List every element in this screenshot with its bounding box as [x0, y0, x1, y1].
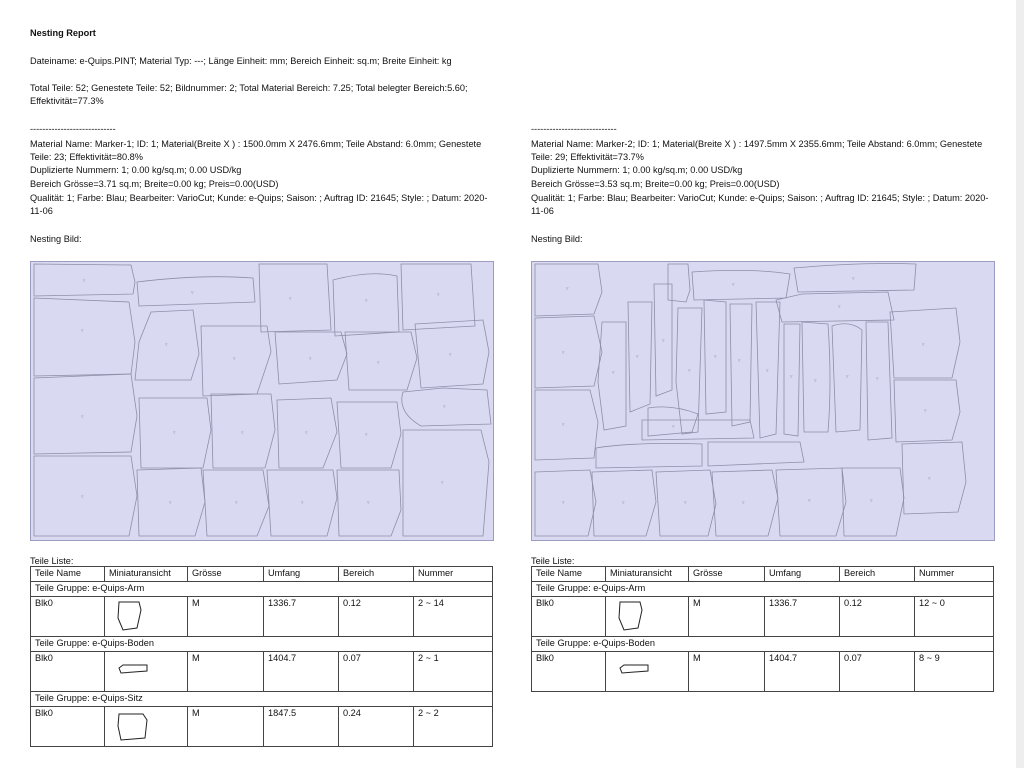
table-row — [31, 707, 493, 747]
col-groesse: Grösse — [689, 567, 765, 582]
totals-info: Total Teile: 52; Genestete Teile: 52; Bildnummer: 2; Total Material Bereich: 7.25; Total belegter Bereich:5.60; Effektivität=77.3% — [30, 83, 468, 106]
svg-text:▿: ▿ — [173, 430, 176, 436]
svg-text:▿: ▿ — [377, 360, 380, 366]
svg-text:▿: ▿ — [81, 414, 84, 420]
part-bereich: 0.07 — [339, 652, 414, 692]
part-name: Blk0 — [31, 707, 105, 747]
part-size: M — [689, 652, 765, 692]
part-bereich: 0.12 — [840, 597, 915, 637]
svg-text:▿: ▿ — [365, 298, 368, 304]
svg-text:▿: ▿ — [814, 378, 817, 384]
svg-text:▿: ▿ — [852, 276, 855, 282]
svg-text:▿: ▿ — [562, 350, 565, 356]
svg-text:▿: ▿ — [846, 374, 849, 380]
svg-text:▿: ▿ — [636, 354, 639, 360]
quality-info: Qualität: 1; Farbe: Blau; Bearbeiter: VarioCut; Kunde: e-Quips; Saison: ; Auftrag ID: 21645; Style: ; Datum: 2020-11-06 — [30, 193, 488, 216]
part-thumbnail — [105, 597, 188, 637]
col-teile-name: Teile Name — [31, 567, 105, 582]
group-label: Teile Gruppe: e-Quips-Boden — [31, 637, 493, 652]
part-size: M — [188, 597, 264, 637]
svg-text:▿: ▿ — [622, 500, 625, 506]
separator: ---------------------------- — [30, 124, 116, 134]
group-row — [532, 637, 994, 652]
part-bereich: 0.12 — [339, 597, 414, 637]
col-bereich: Bereich — [339, 567, 414, 582]
part-name: Blk0 — [31, 652, 105, 692]
part-bereich: 0.07 — [840, 652, 915, 692]
file-info: Dateiname: e-Quips.PINT; Material Typ: ---; Länge Einheit: mm; Bereich Einheit: sq.m; Breite Einheit: kg — [30, 56, 452, 66]
part-name: Blk0 — [532, 597, 606, 637]
group-row — [31, 692, 493, 707]
svg-text:▿: ▿ — [688, 368, 691, 374]
table-header-row — [31, 567, 493, 582]
svg-text:▿: ▿ — [305, 430, 308, 436]
svg-text:▿: ▿ — [443, 404, 446, 410]
svg-text:▿: ▿ — [612, 370, 615, 376]
col-miniaturansicht: Miniaturansicht — [606, 567, 689, 582]
group-label: Teile Gruppe: e-Quips-Sitz — [31, 692, 493, 707]
part-bereich: 0.24 — [339, 707, 414, 747]
svg-text:▿: ▿ — [81, 328, 84, 334]
svg-text:▿: ▿ — [437, 292, 440, 298]
nesting-label: Nesting Bild: — [30, 234, 82, 244]
part-nummer: 2 ~ 14 — [414, 597, 493, 637]
part-umfang: 1847.5 — [264, 707, 339, 747]
part-thumbnail — [105, 652, 188, 692]
part-umfang: 1336.7 — [264, 597, 339, 637]
svg-text:▿: ▿ — [790, 374, 793, 380]
marker-header: Material Name: Marker-2; ID: 1; Material(Breite X ) : 1497.5mm X 2355.6mm; Teile Abstand: 6.0mm; Genestete Teile: 29; Effektivität=73.7% — [531, 139, 983, 162]
part-name: Blk0 — [532, 652, 606, 692]
quality-info: Qualität: 1; Farbe: Blau; Bearbeiter: VarioCut; Kunde: e-Quips; Saison: ; Auftrag ID: 21645; Style: ; Datum: 2020-11-06 — [531, 193, 989, 216]
marker-header: Material Name: Marker-1; ID: 1; Material(Breite X ) : 1500.0mm X 2476.6mm; Teile Abstand: 6.0mm; Genestete Teile: 23; Effektivität=80.8% — [30, 139, 482, 162]
part-umfang: 1336.7 — [765, 597, 840, 637]
svg-text:▿: ▿ — [742, 500, 745, 506]
col-teile-name: Teile Name — [532, 567, 606, 582]
group-label: Teile Gruppe: e-Quips-Arm — [532, 582, 994, 597]
group-label: Teile Gruppe: e-Quips-Arm — [31, 582, 493, 597]
svg-text:▿: ▿ — [684, 500, 687, 506]
svg-text:▿: ▿ — [732, 282, 735, 288]
part-size: M — [188, 652, 264, 692]
svg-text:▿: ▿ — [233, 356, 236, 362]
area-info: Bereich Grösse=3.71 sq.m; Breite=0.00 kg; Preis=0.00(USD) — [30, 179, 279, 189]
part-nummer: 2 ~ 1 — [414, 652, 493, 692]
svg-text:▿: ▿ — [365, 432, 368, 438]
part-thumbnail — [105, 707, 188, 747]
part-size: M — [188, 707, 264, 747]
part-name: Blk0 — [31, 597, 105, 637]
svg-text:▿: ▿ — [83, 278, 86, 284]
svg-text:▿: ▿ — [766, 368, 769, 374]
svg-text:▿: ▿ — [191, 290, 194, 296]
part-nummer: 12 ~ 0 — [915, 597, 994, 637]
svg-text:▿: ▿ — [838, 304, 841, 310]
part-umfang: 1404.7 — [765, 652, 840, 692]
part-umfang: 1404.7 — [264, 652, 339, 692]
svg-text:▿: ▿ — [441, 480, 444, 486]
duplicates-info: Duplizierte Nummern: 1; 0.00 kg/sq.m; 0.00 USD/kg — [30, 165, 242, 175]
part-size: M — [689, 597, 765, 637]
part-nummer: 8 ~ 9 — [915, 652, 994, 692]
table-row — [31, 652, 493, 692]
svg-text:▿: ▿ — [235, 500, 238, 506]
svg-text:▿: ▿ — [738, 358, 741, 364]
table-header-row — [532, 567, 994, 582]
svg-text:▿: ▿ — [165, 342, 168, 348]
svg-text:▿: ▿ — [449, 352, 452, 358]
svg-text:▿: ▿ — [566, 286, 569, 292]
part-thumbnail — [606, 597, 689, 637]
svg-text:▿: ▿ — [241, 430, 244, 436]
col-nummer: Nummer — [915, 567, 994, 582]
nesting-image — [531, 261, 995, 541]
col-groesse: Grösse — [188, 567, 264, 582]
svg-text:▿: ▿ — [367, 500, 370, 506]
svg-text:▿: ▿ — [924, 408, 927, 414]
group-row — [31, 582, 493, 597]
col-umfang: Umfang — [765, 567, 840, 582]
svg-text:▿: ▿ — [562, 500, 565, 506]
col-miniaturansicht: Miniaturansicht — [105, 567, 188, 582]
svg-text:▿: ▿ — [662, 338, 665, 344]
group-row — [31, 637, 493, 652]
svg-text:▿: ▿ — [169, 500, 172, 506]
col-nummer: Nummer — [414, 567, 493, 582]
svg-text:▿: ▿ — [301, 500, 304, 506]
svg-text:▿: ▿ — [81, 494, 84, 500]
svg-text:▿: ▿ — [876, 376, 879, 382]
parts-table — [30, 566, 493, 747]
svg-text:▿: ▿ — [922, 342, 925, 348]
table-row — [31, 597, 493, 637]
svg-text:▿: ▿ — [562, 422, 565, 428]
group-label: Teile Gruppe: e-Quips-Boden — [532, 637, 994, 652]
svg-text:▿: ▿ — [870, 498, 873, 504]
parts-list-label: Teile Liste: — [30, 556, 74, 566]
nesting-label: Nesting Bild: — [531, 234, 583, 244]
parts-list-label: Teile Liste: — [531, 556, 575, 566]
svg-text:▿: ▿ — [672, 424, 675, 430]
svg-text:▿: ▿ — [714, 354, 717, 360]
col-umfang: Umfang — [264, 567, 339, 582]
group-row — [532, 582, 994, 597]
parts-table — [531, 566, 994, 692]
report-title: Nesting Report — [30, 28, 96, 38]
svg-text:▿: ▿ — [928, 476, 931, 482]
svg-text:▿: ▿ — [309, 356, 312, 362]
svg-text:▿: ▿ — [808, 498, 811, 504]
duplicates-info: Duplizierte Nummern: 1; 0.00 kg/sq.m; 0.00 USD/kg — [531, 165, 743, 175]
scrollbar-track[interactable] — [1016, 0, 1024, 768]
separator: ---------------------------- — [531, 124, 617, 134]
part-thumbnail — [606, 652, 689, 692]
nesting-image — [30, 261, 494, 541]
table-row — [532, 652, 994, 692]
part-nummer: 2 ~ 2 — [414, 707, 493, 747]
area-info: Bereich Grösse=3.53 sq.m; Breite=0.00 kg; Preis=0.00(USD) — [531, 179, 780, 189]
svg-text:▿: ▿ — [289, 296, 292, 302]
table-row — [532, 597, 994, 637]
col-bereich: Bereich — [840, 567, 915, 582]
